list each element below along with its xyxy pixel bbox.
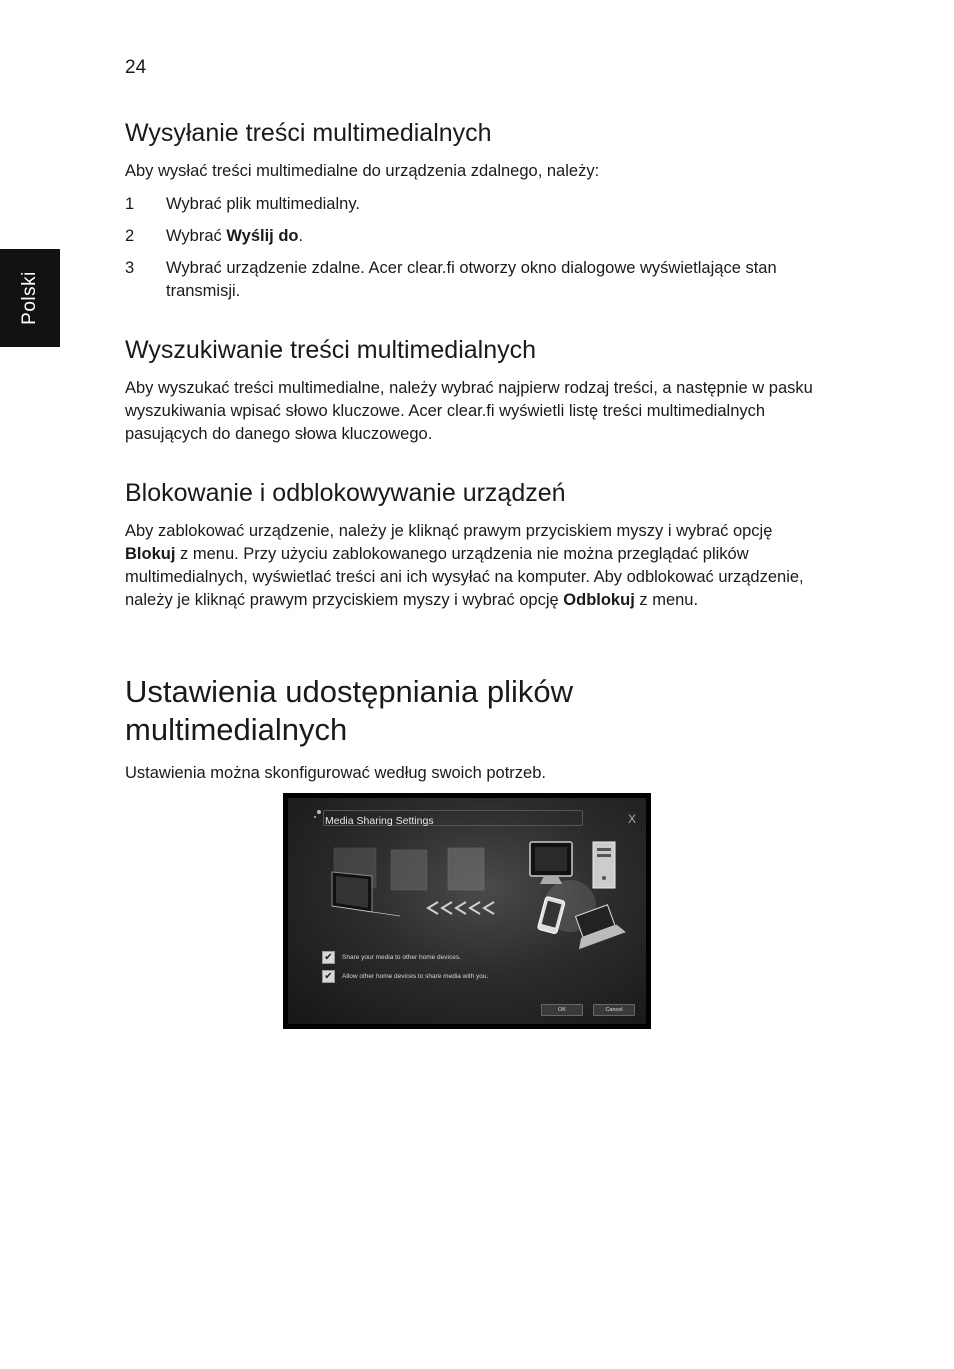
step-number: 1 <box>125 195 135 213</box>
close-icon: X <box>627 812 636 826</box>
send-intro: Aby wysłać treści multimedialne do urządzenia zdalnego, należy: <box>125 162 600 180</box>
settings-body: Ustawienia można skonfigurować według swoich potrzeb. <box>125 764 546 782</box>
step-text-pre: Wybrać <box>166 227 227 245</box>
device-illustration <box>288 798 646 1024</box>
step-text-post: . <box>298 227 304 245</box>
share-media-option[interactable] <box>322 951 461 964</box>
step-text-bold: Wyślij do <box>226 227 299 245</box>
allow-devices-label: Allow other home devices to share media with you. <box>342 973 489 980</box>
page-number: 24 <box>125 57 147 78</box>
lock-bold-blokuj: Blokuj <box>125 545 176 563</box>
ok-button[interactable]: OK <box>541 1004 583 1016</box>
search-body: Aby wyszukać treści multimedialne, należy wybrać najpierw rodzaj treści, a następnie w pasku wyszukiwania wpisać słowo kluczowe. Acer clear.fi wyświetli listę treści multimedialnych pasujących do danego słowa kluczowego. <box>125 379 813 443</box>
step-number: 3 <box>125 259 135 277</box>
lock-bold-odblokuj: Odblokuj <box>563 591 635 609</box>
share-media-checkbox[interactable]: ✔ <box>322 951 335 964</box>
step-text <box>166 225 816 248</box>
section-heading-settings: Ustawienia udostępniania plików multimedialnych <box>125 674 574 747</box>
media-sharing-screenshot <box>283 793 651 1029</box>
share-media-label: Share your media to other home devices. <box>342 954 461 961</box>
step-text: Wybrać urządzenie zdalne. Acer clear.fi otworzy okno dialogowe wyświetlające stan transmisji. <box>166 259 777 300</box>
section-heading-send: Wysyłanie treści multimedialnych <box>125 119 492 147</box>
allow-devices-option[interactable] <box>322 970 488 983</box>
section-heading-lock: Blokowanie i odblokowywanie urządzeń <box>125 479 566 507</box>
step-text: Wybrać plik multimedialny. <box>166 195 360 213</box>
allow-devices-checkbox[interactable]: ✔ <box>322 970 335 983</box>
laptop-icon <box>332 872 400 916</box>
lock-text-2: z menu. Przy użyciu zablokowanego urządzenia nie można przeglądać plików multimedialnych, wyświetlać treści ani ich wysyłać na komputer. Aby odblokować urządzenie, należy je kliknąć prawym przyciskiem myszy i wybrać opcję <box>125 545 804 609</box>
desktop-monitor-icon <box>530 842 572 884</box>
dialog-window <box>288 798 646 1024</box>
lock-text-3: z menu. <box>634 591 699 609</box>
lock-body <box>125 520 815 612</box>
tower-pc-icon <box>593 842 615 888</box>
transfer-arrows-icon <box>428 902 494 914</box>
section-heading-search: Wyszukiwanie treści multimedialnych <box>125 336 537 364</box>
step-number: 2 <box>125 227 135 245</box>
sparkle-icon <box>314 810 321 818</box>
dialog-title: Media Sharing Settings <box>325 815 434 827</box>
cancel-button[interactable]: Cancel <box>593 1004 635 1016</box>
language-side-tab <box>0 249 60 347</box>
language-label: Polski <box>19 271 40 325</box>
lock-text-1: Aby zablokować urządzenie, należy je kliknąć prawym przyciskiem myszy i wybrać opcję <box>125 522 773 540</box>
